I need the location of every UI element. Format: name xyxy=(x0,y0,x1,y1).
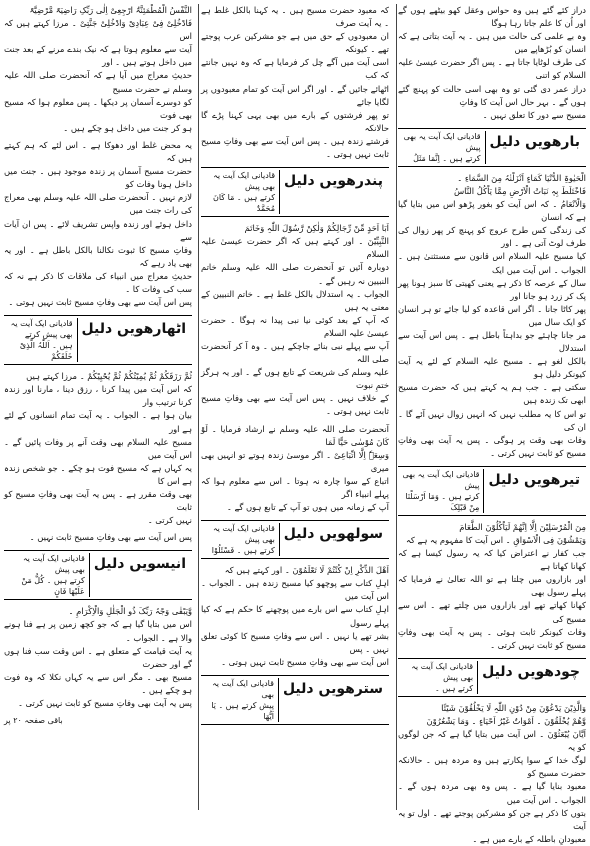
text-line: النَّبِیِّیْنَ ۔ اور کہتے ہیں کہ اگر حضرت عیسیٰ علیہ السلام xyxy=(201,236,389,260)
section-intro-line: پیش کرتے ہیں ۔ یَا اَیُّھَا xyxy=(211,700,274,721)
text-line: اس آیت سے بھی وفاتِ مسیح ثابت نہیں ہوتی ۔ xyxy=(221,656,389,667)
paragraph xyxy=(4,370,192,527)
section-intro-line: کرتے ہیں ۔ xyxy=(434,683,474,693)
paragraph xyxy=(4,531,192,544)
text-line: اہلِ کتاب سے اس بارے میں پوچھنے کا حکم ہے کہ کیا پہلے رسول xyxy=(201,604,389,628)
section-intro-line: قادیانی ایک آیت یہ بھی پیش کرتے xyxy=(10,319,73,340)
text-line: پس اس آیت سے بھی وفاتِ مسیح ثابت نہیں ہوتی ۔ xyxy=(8,297,192,308)
section-title: چودھویں دلیل xyxy=(477,661,586,694)
section-intro-line: قادیانی ایک آیت یہ بھی پیش xyxy=(411,661,474,682)
section-intro-line: قادیانی ایک آیت یہ بھی پیش xyxy=(402,469,480,490)
text-line: بتوں کا ذکر ہے جن کو مشرکین پوجتے تھے ۔ اول تو یہ آیت xyxy=(398,807,586,831)
text-line: دراز عمر دی گئی تو وہ بھی اسی حالت کو پہنچ گئے ہوں گے ۔ بہر حال اس آیت کا وفاتِ xyxy=(398,83,586,107)
section-title: انیسویں دلیل xyxy=(89,553,192,597)
text-line: وفات بھی وقت پر ہوگی ۔ پس یہ آیت بھی وفاتِ مسیح کو ثابت نہیں کرتی ۔ xyxy=(398,434,586,458)
section-title: تیرھویں دلیل xyxy=(483,469,586,513)
text-line: آنحضرت صلی اللہ علیہ وسلم نے ارشاد فرمایا ۔ لَوْ کَانَ مُوْسٰی حَیًّا لَمَا xyxy=(201,423,389,447)
paragraph xyxy=(398,702,586,846)
section-intro xyxy=(4,553,89,597)
text-column-right xyxy=(398,4,586,844)
text-line: ہو کر جنت میں داخل ہو چکے ہیں ۔ xyxy=(63,122,192,133)
text-line: ثُمَّ رَزَقَکُمْ ثُمَّ یُمِیْتُکُمْ ثُمَّ یُحْیِیْکُمْ ۔ مرزا کہتے ہیں xyxy=(26,371,192,382)
text-line: فرشتے زندہ ہیں ۔ پس اس آیت سے بھی وفاتِ مسیح ثابت نہیں ہوتی ۔ xyxy=(201,135,389,160)
paragraph xyxy=(201,564,389,669)
text-line: کھانا کھاتے تھے اور بازاروں میں چلتے تھے ۔ اس سے مسیح کی xyxy=(398,600,586,624)
text-line: بیان ہوا ہے ۔ الجواب ۔ یہ آیت تمام انسانوں کے لئے ہے اور xyxy=(4,410,192,434)
text-line: اٹھائے جائیں گے ۔ اور اگر اس آیت کو تمام معبودوں پر لگایا جائے xyxy=(201,83,389,107)
text-line: کیا مسیح علیہ السلام اس قانون سے مستثنیٰ ہیں ۔ الجواب ۔ اس آیت میں ایک xyxy=(398,251,586,275)
text-line: کہ اس آیت میں پیدا کرنا ، رزق دینا ، مارنا اور زندہ کرنا ترتیب وار xyxy=(4,384,192,408)
section-intro xyxy=(201,678,278,722)
text-line: بشر تھے یا نہیں ۔ اس سے وفاتِ مسیح کا کوئی تعلق نہیں ۔ پس xyxy=(201,630,389,654)
section-intro-line: قادیانی ایک آیت یہ بھی پیش xyxy=(212,524,275,545)
text-line: تو اس کا یہ مطلب نہیں کہ انہیں زوال نہیں آئے گا ۔ ان کی xyxy=(398,408,586,432)
section-intro-line: قادیانی ایک آیت یہ بھی پیش xyxy=(213,171,276,192)
section-title: بارھویں دلیل xyxy=(485,131,586,164)
text-line: وَیَمْشُوْنَ فِی الْاَسْوَاقِ ۔ اس آیت کا مفہوم یہ ہے کہ xyxy=(405,535,586,545)
text-line: حدیثِ معراج میں انبیاء کی ملاقات کا ذکر ہے نہ کہ سب کی وفات کا ۔ xyxy=(4,270,192,294)
text-line: یہ آیت قیامت کے متعلق ہے ۔ اس وقت سب فنا ہوں گے اور حضرت xyxy=(4,645,192,669)
paragraph xyxy=(398,4,586,122)
text-line: وفات کیونکر ثابت ہوئی ۔ پس یہ آیت بھی وفاتِ مسیح کو ثابت نہیں کرتی ۔ xyxy=(398,626,586,650)
text-column-left xyxy=(4,4,192,810)
text-line: معبود بنایا گیا ہے ۔ پس وہ بھی مردہ ہوں گے ۔ الجواب ۔ اس آیت میں xyxy=(398,781,586,805)
text-line: مسیح بھی ۔ مگر اس سے یہ کہاں نکلا کہ وہ فوت ہو چکے ہیں ۔ xyxy=(4,671,192,695)
section-intro xyxy=(398,131,485,164)
paragraph xyxy=(398,172,586,460)
text-line: کی زندگی کس طرح عروج کو پہنچ کر پھر زوال کی طرف لوٹ آتی ہے ۔ اور xyxy=(398,225,586,249)
text-line: النَّفْسُ الْمُطْمَئِنَّۃُ ارْجِعِیْ اِلٰی رَبِّکِ رَاضِیَۃً مَّرْضِیَّۃً xyxy=(29,5,192,15)
paragraph xyxy=(4,4,192,135)
text-line: آپ کے زمانہ میں ہوں تو آپ کے تابع ہوں گے ۔ xyxy=(226,502,389,513)
paragraph xyxy=(4,139,192,309)
section-intro xyxy=(4,318,77,362)
text-line: فَادْخُلِیْ فِیْ عِبَادِیْ وَادْخُلِیْ جَنَّتِیْ ۔ مرزا کہتے ہیں کہ اس xyxy=(4,18,192,42)
text-line: کہ معبود حضرت مسیح ہیں ۔ یہ کہنا بالکل غلط ہے ۔ یہ آیت صرف xyxy=(201,5,389,29)
text-line: وَالَّذِیْنَ یَدْعُوْنَ مِنْ دُوْنِ اللّٰہِ لَا یَخْلُقُوْنَ شَیْئًا xyxy=(441,702,586,713)
text-line: اتباع کے سوا چارہ نہ ہوتا ۔ اس سے معلوم ہوا کہ پہلے انبیاء اگر xyxy=(201,475,389,499)
text-line: علیہ وسلم کی شریعت کے تابع ہوں گے ۔ اور یہ ہرگز ختمِ نبوت xyxy=(201,367,389,391)
text-line: دراز کئے گئے ہیں وہ حواس وعقل کھو بیٹھے ہوں گے اور اُن کا علم جاتا رہا ہوگا xyxy=(398,5,586,29)
section-title: پندرھویں دلیل xyxy=(279,170,389,214)
section-intro-line: کرتے ہیں ۔ کُلُّ مَنْ عَلَیْھَا فَانٍ xyxy=(21,576,85,597)
section-title: سولھویں دلیل xyxy=(279,523,389,556)
text-line: حدیثِ معراج میں آیا ہے کہ آنحضرت صلی اللہ علیہ وسلم نے حضرت مسیح xyxy=(4,70,192,94)
text-line: وَّیَبْقٰی وَجْہُ رَبِّکَ ذُو الْجَلٰلِ وَالْاِکْرَامِ ۔ xyxy=(68,606,192,617)
section-intro xyxy=(398,661,477,694)
text-line: بھی وقت مقرر ہے ۔ پس یہ آیت بھی وفاتِ مسیح کو ثابت xyxy=(4,489,192,513)
section-heading xyxy=(4,315,192,365)
text-line: بالکل لغو ہے ۔ مسیح علیہ السلام کے لئے یہ آیت کیونکر دلیل ہو xyxy=(398,356,586,380)
section-intro-line: قادیانی ایک آیت یہ بھی xyxy=(212,678,274,699)
section-heading xyxy=(201,520,389,559)
text-line: کے خلاف نہیں ۔ پس اس آیت سے بھی وفاتِ مسیح ثابت نہیں ہوتی ۔ xyxy=(201,393,389,417)
paragraph xyxy=(398,521,586,652)
text-line: حضرت مسیح آسمان پر زندہ موجود ہیں ۔ جنت میں داخل ہونا وفات کو xyxy=(4,166,192,190)
text-line: اَیَّانَ یُبْعَثُوْنَ ۔ اس آیت میں بتایا گیا ہے کہ جن لوگوں کو یہ xyxy=(398,729,586,753)
text-line: پس اس آیت سے بھی وفاتِ مسیح ثابت نہیں ۔ xyxy=(29,532,192,543)
section-title: سترھویں دلیل xyxy=(278,678,389,722)
section-title: اٹھارھویں دلیل xyxy=(77,318,192,362)
text-line: دوبارہ آئیں تو آنحضرت صلی اللہ علیہ وسلم خاتم النبیین نہ رہیں گے ۔ xyxy=(201,262,389,286)
text-line: پھر کاٹا جانا ۔ اگر اس قاعدہ کو لیا جائے تو ہر انسان کو ایک سال میں xyxy=(398,303,586,327)
text-line: تو پھر فرشتوں کے بارے میں بھی یہی کہنا پڑے گا حالانکہ xyxy=(201,109,389,133)
text-line: اور بازاروں میں چلتا ہے تو اللہ تعالیٰ نے فرمایا کہ پہلے رسول بھی xyxy=(398,574,586,598)
text-line: وَّھُمْ یُخْلَقُوْنَ ۔ اَمْوَاتٌ غَیْرُ اَحْیَاءٍ ۔ وَمَا یَشْعُرُوْنَ xyxy=(426,715,586,726)
text-line: اس میں بتایا گیا ہے کہ جو کچھ زمین پر ہے فنا ہونے والا ہے ۔ الجواب ۔ xyxy=(4,619,192,643)
text-line: پس یہ آیت بھی وفاتِ مسیح کو ثابت نہیں کرتی ۔ xyxy=(17,698,192,709)
text-line: وَالْاَنْعَامُ ۔ کہ اس آیت کو بغور پڑھو اس میں بتایا گیا ہے کہ انسان xyxy=(398,199,586,223)
section-intro-line: ہیں ۔ اَللّٰہُ الَّذِیْ خَلَقَکُمْ xyxy=(19,341,73,362)
text-line: معبودانِ باطلہ کے بارے میں ہے ۔ xyxy=(472,833,586,844)
section-intro-line: کرتے ہیں ۔ اِنَّمَا مَثَلُ xyxy=(413,153,481,163)
column-divider xyxy=(198,4,199,810)
section-intro-line: قادیانی ایک آیت یہ بھی پیش xyxy=(403,131,481,152)
section-heading xyxy=(398,128,586,167)
text-line: لازم نہیں ۔ آنحضرت صلی اللہ علیہ وسلم بھی معراج کی رات جنت میں xyxy=(4,192,192,216)
continued-note: باقی صفحہ ۲۰ پر xyxy=(4,716,63,726)
text-line: مسیح علیہ السلام بھی وقت آنے پر وفات پائیں گے ۔ اس آیت میں xyxy=(4,436,192,460)
text-line: یہ محض غلط اور دھوکا ہے ۔ اس لئے کہ ہم کہتے ہیں کہ xyxy=(4,139,192,164)
text-line: مِنَ الْمُرْسَلِیْنَ اِلَّا اِنَّھُمْ لَیَاْکُلُوْنَ الطَّعَامَ xyxy=(459,521,586,532)
text-line: یہ کہاں ہے کہ مسیح فوت ہو چکے ۔ جو شخص زندہ ہے اس کا xyxy=(4,462,192,486)
text-line: کہ آپ کے بعد کوئی نیا نبی پیدا نہ ہوگا ۔ حضرت عیسیٰ علیہ السلام xyxy=(201,314,389,338)
section-intro-line: کرتے ہیں ۔ وَمَا اَرْسَلْنَا مِنْ قَبْلِکَ xyxy=(405,491,480,512)
paragraph xyxy=(201,222,389,418)
column-divider xyxy=(396,4,397,810)
text-line: الْحَیٰوۃِ الدُّنْیَا کَمَاءٍ اَنْزَلْنٰہُ مِنَ السَّمَاءِ ۔ xyxy=(457,172,586,183)
paragraph xyxy=(4,605,192,710)
section-heading xyxy=(201,675,389,725)
text-line: اَھْلَ الذِّکْرِ اِنْ کُنْتُمْ لَا تَعْلَمُوْنَ ۔ اور کہتے ہیں کہ xyxy=(224,565,389,576)
section-intro-line: کرتے ہیں ۔ مَا کَانَ مُحَمَّدٌ xyxy=(212,193,276,214)
section-intro-line: کرتے ہیں ۔ فَسْئَلُوْا xyxy=(211,546,275,556)
text-line: وَسِعَہٗ اِلَّا اتِّبَاعِیْ ۔ اگر موسیٰ زندہ ہوتے تو انہیں بھی میری xyxy=(201,449,389,473)
text-line: داخل ہوئے اور زندہ واپس تشریف لائے ۔ پس ان آیات سے xyxy=(4,218,192,242)
paragraph xyxy=(201,423,389,515)
text-line: وفاتِ مسیح کا ثبوت نکالنا بالکل باطل ہے ۔ اور یہ بھی یاد رہے کہ xyxy=(4,244,192,268)
text-line: اَبَا اَحَدٍ مِّنْ رِّجَالِکُمْ وَلٰکِنْ رَّسُوْلَ اللّٰہِ وَخَاتَمَ xyxy=(244,223,389,234)
text-line: مسیح سے دور کا تعلق نہیں ۔ xyxy=(482,109,586,120)
text-line: جب کفار نے اعتراض کیا کہ یہ رسول کیسا ہے کہ کھانا کھاتا ہے xyxy=(398,548,586,572)
section-intro xyxy=(201,170,279,214)
text-column-middle xyxy=(201,4,389,810)
text-line: کو دوسرے آسمان پر دیکھا ۔ پس معلوم ہوا کہ مسیح بھی فوت xyxy=(4,96,192,120)
section-intro xyxy=(201,523,279,556)
section-heading xyxy=(201,167,389,217)
text-line: آپ سے پہلے نبی بنائے جاچکے ہیں ۔ وہ آ کر آنحضرت صلی اللہ xyxy=(201,340,389,365)
section-heading xyxy=(4,550,192,600)
section-heading xyxy=(398,658,586,697)
text-line: سال کے عرصہ کا ذکر ہے یعنی کھیتی کا سبز ہونا پھر پک کر زرد ہو جانا اور xyxy=(398,277,586,301)
text-line: نہیں کرتی ۔ xyxy=(147,515,192,526)
text-line: وہ بے علمی کی حالت میں ہیں ۔ یہ آیت بتاتی ہے کہ انسان کو بُڑھاپے میں xyxy=(398,31,586,55)
text-line: آیت سے معلوم ہوتا ہے کہ نیک بندے مرنے کے بعد جنت میں داخل ہوتے ہیں ۔ اور xyxy=(4,44,192,68)
text-line: مر جانا چاہئے جو بداہتاً باطل ہے ۔ پس اس آیت سے استدلال xyxy=(398,329,586,354)
section-intro xyxy=(398,469,483,513)
text-line: سکتی ہے ۔ جب ہم یہ کہتے ہیں کہ حضرت مسیح ابھی تک زندہ ہیں xyxy=(398,382,586,406)
text-line: ان معبودوں کے حق میں ہے جو مشرکین عرب پوجتے تھے ۔ کیونکہ xyxy=(201,31,389,55)
text-line: فَاخْتَلَطَ بِہٖ نَبَاتُ الْاَرْضِ مِمَّا یَاْکُلُ النَّاسُ xyxy=(453,185,586,196)
text-line: لوگ خدا کے سوا پکارتے ہیں وہ مردہ ہیں ۔ حالانکہ حضرت مسیح کو xyxy=(398,755,586,779)
text-line: اسی آیت میں آگے چل کر فرمایا ہے کہ وہ نہیں جانتے کہ کب xyxy=(201,57,389,81)
paragraph xyxy=(201,4,389,161)
section-intro-line: قادیانی ایک آیت یہ بھی پیش xyxy=(22,554,85,575)
text-line: الجواب ۔ یہ استدلال بالکل غلط ہے ۔ خاتم النبیین کے معنی یہ ہیں xyxy=(201,288,389,312)
text-line: کی طرف لوٹایا جاتا ہے ۔ پس اگر حضرت عیسیٰ علیہ السلام کو اتنی xyxy=(398,57,586,81)
section-heading xyxy=(398,466,586,516)
text-line: اہلِ کتاب سے پوچھو کیا مسیح زندہ ہیں ۔ الجواب ۔ اس آیت میں xyxy=(201,578,389,602)
